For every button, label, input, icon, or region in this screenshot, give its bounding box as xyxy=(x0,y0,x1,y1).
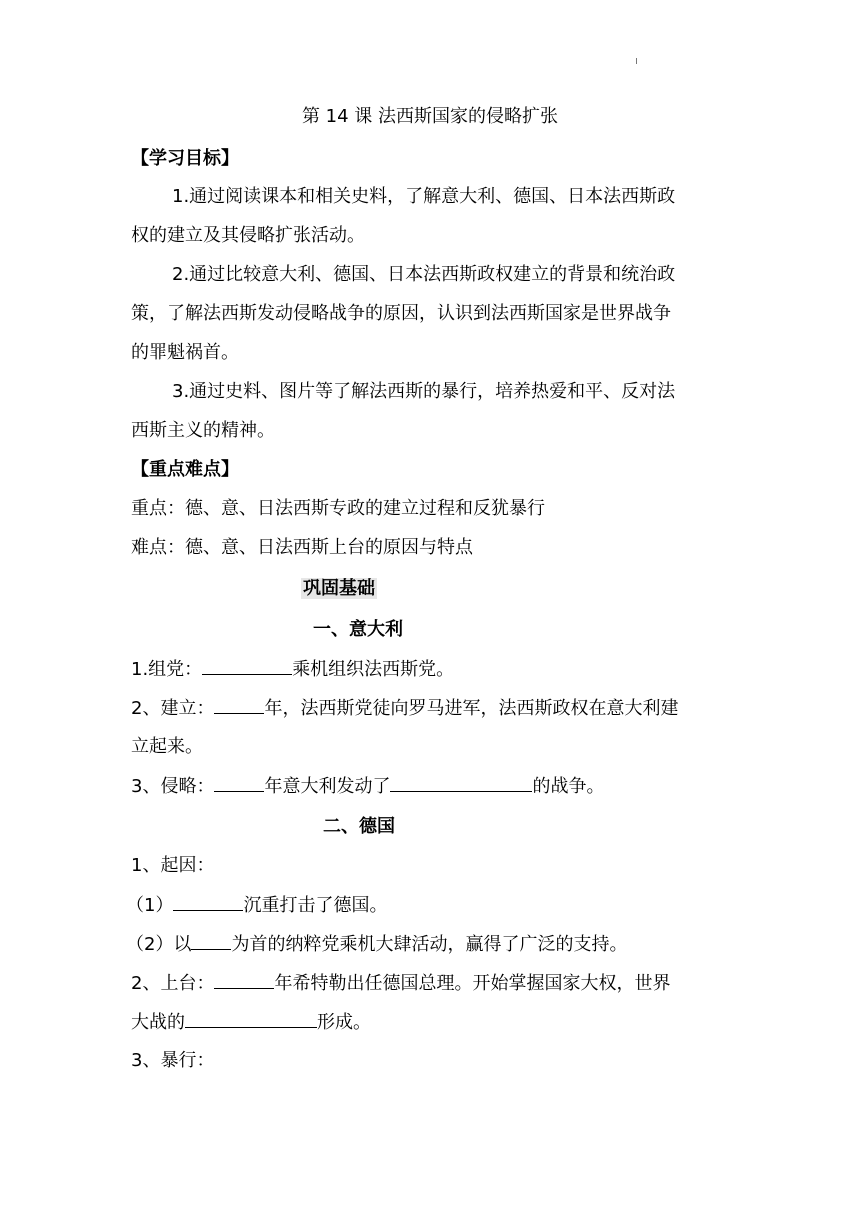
germany-q2-cont xyxy=(131,1010,731,1035)
goal-3-line-1: 3.通过史料、图片等了解法西斯的暴行，培养热爱和平、反对法 xyxy=(172,381,676,402)
italy-q1 xyxy=(131,657,731,682)
key-point: 重点：德、意、日法西斯专政的建立过程和反犹暴行 xyxy=(131,498,545,519)
italy-q2-blank[interactable] xyxy=(214,696,264,714)
italy-q3-blank-war[interactable] xyxy=(390,774,532,792)
italy-q3-end: 的战争。 xyxy=(532,776,605,797)
learning-goals-heading: 【学习目标】 xyxy=(131,148,239,169)
germany-q2-blank-year[interactable] xyxy=(214,971,274,989)
italy-q3-blank-year[interactable] xyxy=(214,774,264,792)
germany-q1-1-blank[interactable] xyxy=(173,893,243,911)
goal-2-line-3: 的罪魁祸首。 xyxy=(131,342,239,363)
germany-q2-label: 2、上台： xyxy=(131,973,215,994)
germany-q1: 1、起因： xyxy=(131,855,215,876)
difficulty-point: 难点：德、意、日法西斯上台的原因与特点 xyxy=(131,537,473,558)
germany-q2-text: 年希特勒出任德国总理。开始掌握国家大权，世界 xyxy=(274,973,671,994)
goal-1-line-1: 1.通过阅读课本和相关史料，了解意大利、德国、日本法西斯政 xyxy=(172,186,676,207)
italy-q3-label: 3、侵略： xyxy=(131,776,215,797)
italy-q1-blank[interactable] xyxy=(202,657,292,675)
germany-q1-2-blank[interactable] xyxy=(191,932,231,950)
goal-2-line-2: 策，了解法西斯发动侵略战争的原因，认识到法西斯国家是世界战争 xyxy=(131,303,671,324)
italy-q2-cont: 立起来。 xyxy=(131,736,203,757)
germany-q1-1-label: （1） xyxy=(126,895,174,916)
germany-q2-cont-end: 形成。 xyxy=(317,1012,371,1033)
italy-q1-text: 乘机组织法西斯党。 xyxy=(292,659,455,680)
italy-q3-text: 年意大利发动了 xyxy=(264,776,391,797)
italy-q2-text: 年，法西斯党徒向罗马进军，法西斯政权在意大利建 xyxy=(264,698,679,719)
italy-q3 xyxy=(131,774,731,799)
consolidate-heading xyxy=(301,577,377,601)
italy-q2 xyxy=(131,696,731,721)
goal-1-line-2: 权的建立及其侵略扩张活动。 xyxy=(131,225,365,246)
page-mark xyxy=(636,58,637,64)
consolidate-heading-text: 巩固基础 xyxy=(303,578,375,599)
germany-heading: 二、德国 xyxy=(323,816,395,837)
germany-q1-1-text: 沉重打击了德国。 xyxy=(243,895,388,916)
italy-q1-label: 1.组党： xyxy=(131,659,203,680)
germany-q1-2 xyxy=(126,932,726,957)
germany-q1-1 xyxy=(126,893,726,918)
germany-q2-cont-label: 大战的 xyxy=(131,1012,185,1033)
key-points-heading: 【重点难点】 xyxy=(131,459,239,480)
italy-q2-label: 2、建立： xyxy=(131,698,215,719)
germany-q1-2-label: （2）以 xyxy=(126,934,192,955)
germany-q2-blank-source[interactable] xyxy=(185,1010,317,1028)
germany-q2 xyxy=(131,971,731,996)
lesson-title: 第 14 课 法西斯国家的侵略扩张 xyxy=(301,106,559,127)
goal-3-line-2: 西斯主义的精神。 xyxy=(131,420,275,441)
germany-q1-2-text: 为首的纳粹党乘机大肆活动，赢得了广泛的支持。 xyxy=(231,934,628,955)
italy-heading: 一、意大利 xyxy=(313,619,403,640)
germany-q3: 3、暴行： xyxy=(131,1050,215,1071)
goal-2-line-1: 2.通过比较意大利、德国、日本法西斯政权建立的背景和统治政 xyxy=(172,264,676,285)
